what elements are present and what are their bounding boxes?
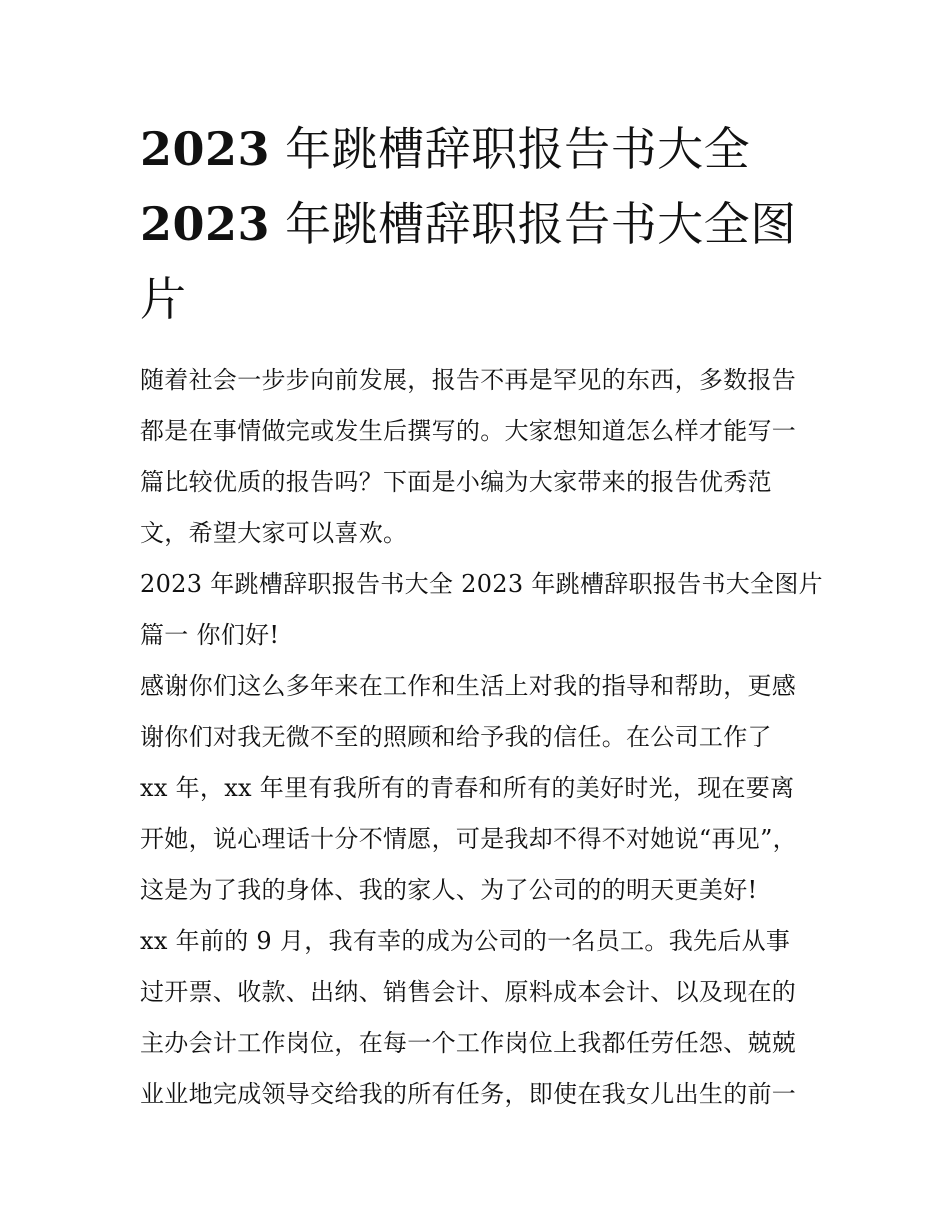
body-line: 篇一 你们好!: [140, 621, 280, 649]
title-line-2: [140, 187, 820, 262]
body-line: 感谢你们这么多年来在工作和生活上对我的指导和帮助，更感: [140, 672, 797, 700]
title-line-1: [140, 112, 820, 187]
document-title: [140, 112, 820, 337]
body-line: 2023 年跳槽辞职报告书大全 2023 年跳槽辞职报告书大全图片: [140, 570, 823, 598]
body-line: 都是在事情做完或发生后撰写的。大家想知道怎么样才能写一: [140, 417, 797, 445]
body-line: 开她，说心理话十分不情愿，可是我却不得不对她说“再见”，: [140, 825, 797, 853]
title-text: 年跳槽辞职报告书大全图: [270, 197, 797, 251]
body-line: 业业地完成领导交给我的所有任务，即使在我女儿出生的前一: [140, 1080, 797, 1108]
body-line: 文，希望大家可以喜欢。: [140, 519, 408, 547]
body-line: xx 年前的 9 月，我有幸的成为公司的一名员工。我先后从事: [140, 927, 791, 955]
body-line: 这是为了我的身体、我的家人、为了公司的的明天更美好!: [140, 876, 758, 904]
body-line: 随着社会一步步向前发展，报告不再是罕见的东西，多数报告: [140, 366, 797, 394]
body-line: 篇比较优质的报告吗？下面是小编为大家带来的报告优秀范: [140, 468, 772, 496]
title-line-3: [140, 262, 820, 337]
title-text: 年跳槽辞职报告书大全: [270, 122, 751, 176]
body-line: 主办会计工作岗位，在每一个工作岗位上我都任劳任怨、兢兢: [140, 1029, 797, 1057]
document-page: [140, 112, 823, 1120]
body-line: 过开票、收款、出纳、销售会计、原料成本会计、以及现在的: [140, 978, 797, 1006]
title-text: 片: [140, 272, 187, 326]
document-body: [140, 355, 823, 1120]
body-line: 谢你们对我无微不至的照顾和给予我的信任。在公司工作了: [140, 723, 772, 751]
title-year: 2023: [140, 122, 271, 176]
title-year: 2023: [140, 197, 271, 251]
body-line: xx 年，xx 年里有我所有的青春和所有的美好时光，现在要离: [140, 774, 795, 802]
